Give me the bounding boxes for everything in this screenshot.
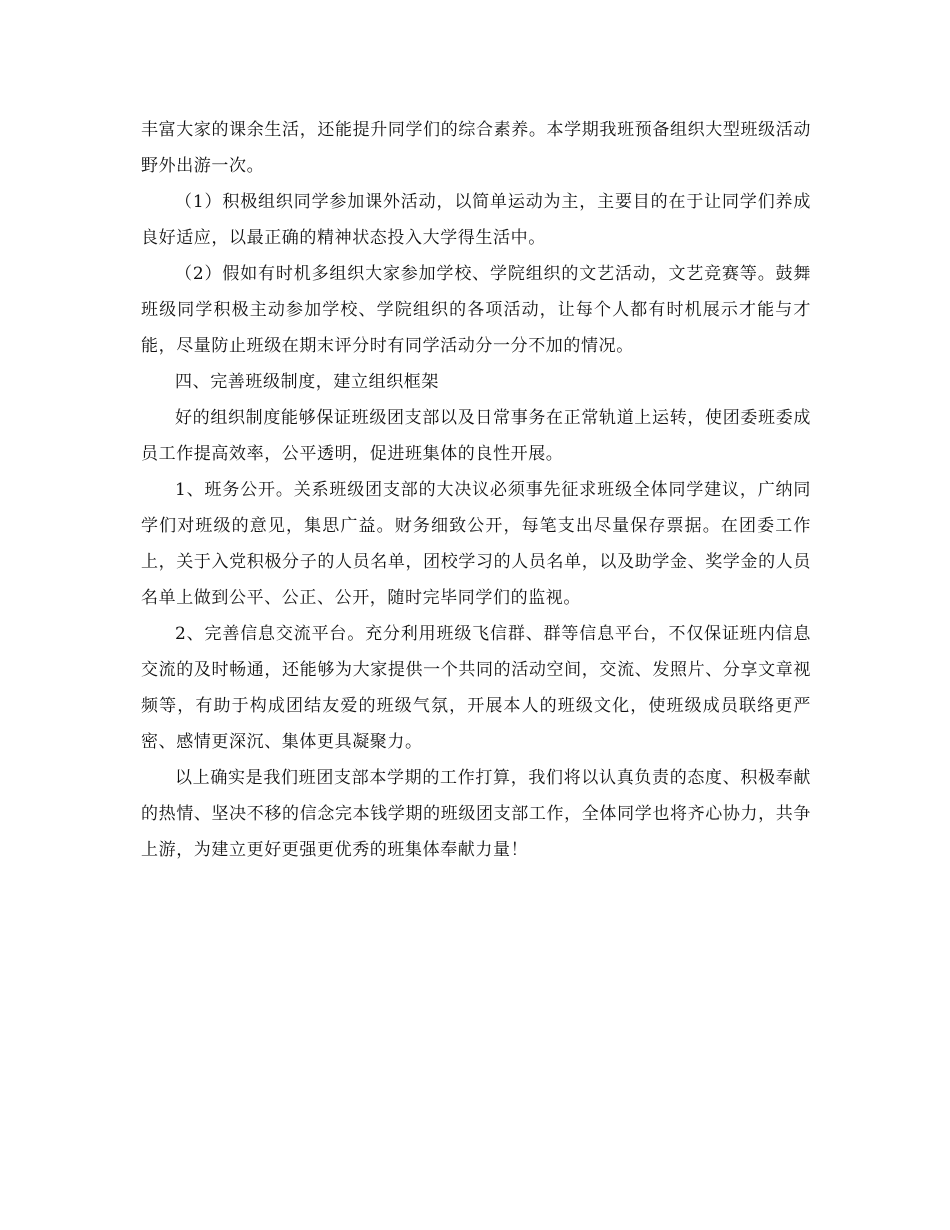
paragraph-item-1: （1）积极组织同学参加课外活动，以简单运动为主，主要目的在于让同学们养成良好适应，以最正确的精神状态投入大学得生活中。 bbox=[141, 192, 811, 248]
section-heading: 四、完善班级制度，建立组织框架 bbox=[175, 372, 439, 392]
document-body bbox=[141, 112, 811, 868]
paragraph-item-2: （2）假如有时机多组织大家参加学校、学院组织的文艺活动，文艺竞赛等。鼓舞班级同学积极主动参加学校、学院组织的各项活动，让每个人都有时机展示才能与才能，尽量防止班级在期末评分时有同学活动分一分不加的情况。 bbox=[141, 264, 811, 356]
paragraph-conclusion: 以上确实是我们班团支部本学期的工作打算，我们将以认真负责的态度、积极奉献的热情、坚决不移的信念完本钱学期的班级团支部工作，全体同学也将齐心协力，共争上游，为建立更好更强更优秀的班集体奉献力量！ bbox=[141, 768, 811, 860]
paragraph-continuation: 丰富大家的课余生活，还能提升同学们的综合素养。本学期我班预备组织大型班级活动野外出游一次。 bbox=[141, 120, 811, 176]
paragraph-class-affairs: 1、班务公开。关系班级团支部的大决议必须事先征求班级全体同学建议，广纳同学们对班级的意见，集思广益。财务细致公开，每笔支出尽量保存票据。在团委工作上，关于入党积极分子的人员名单，团校学习的人员名单，以及助学金、奖学金的人员名单上做到公平、公正、公开，随时完毕同学们的监视。 bbox=[141, 480, 811, 608]
paragraph-info-platform: 2、完善信息交流平台。充分利用班级飞信群、群等信息平台，不仅保证班内信息交流的及时畅通，还能够为大家提供一个共同的活动空间，交流、发照片、分享文章视频等，有助于构成团结友爱的班级气氛，开展本人的班级文化，使班级成员联络更严密、感情更深沉、集体更具凝聚力。 bbox=[141, 624, 811, 752]
paragraph-intro: 好的组织制度能够保证班级团支部以及日常事务在正常轨道上运转，使团委班委成员工作提高效率，公平透明，促进班集体的良性开展。 bbox=[141, 408, 811, 464]
